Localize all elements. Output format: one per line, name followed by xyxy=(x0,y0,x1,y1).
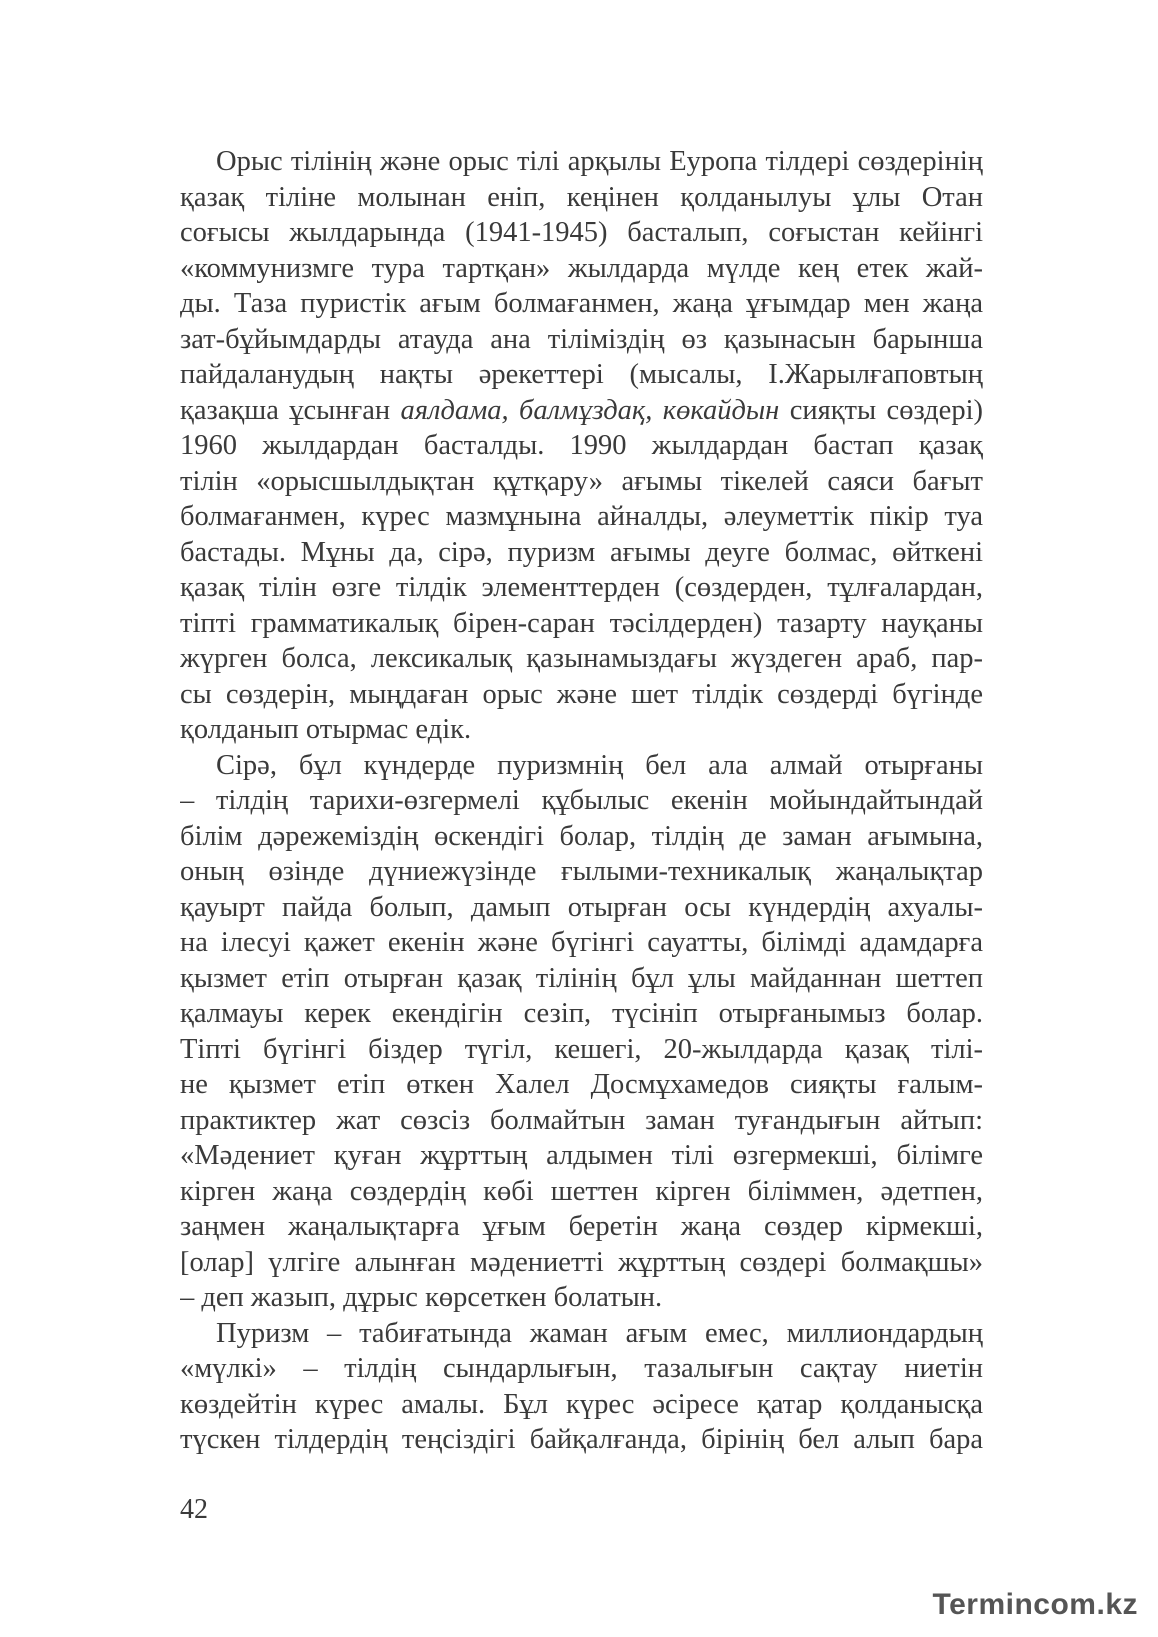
paragraph xyxy=(180,1316,983,1458)
paragraph xyxy=(180,144,983,748)
text-line: қазақ тіліне молынан еніп, кеңінен қолданылуы ұлы Отан xyxy=(180,181,983,213)
text-line: қалмауы керек екендігін сезіп, түсініп отырғанымыз болар. xyxy=(180,998,983,1029)
text-line: 1960 жылдардан басталды. 1990 жылдардан бастап қазақ xyxy=(180,430,983,461)
text-line: практиктер жат сөзсіз болмайтын заман туғандығын айтып: xyxy=(180,1104,983,1136)
text-line: ды. Таза пуристік ағым болмағанмен, жаңа ұғымдар мен жаңа xyxy=(180,288,983,319)
italic-term: аялдама, балмұздақ, көкайдын xyxy=(400,394,780,426)
text-line: қолданып отырмас едік. xyxy=(180,714,472,745)
text-line: тіпті грамматикалық бірен-саран тәсілдерден) тазарту науқаны xyxy=(180,607,983,639)
text-line: кірген жаңа сөздердің көбі шеттен кірген біліммен, әдетпен, xyxy=(180,1175,983,1207)
text-line: қазақ тілін өзге тілдік элементтерден (сөздерден, тұлғалардан, xyxy=(180,572,983,603)
text-line xyxy=(180,393,983,429)
text-line: – деп жазып, дұрыс көрсеткен болатын. xyxy=(180,1282,663,1313)
text-line: зат-бұйымдарды атауда ана тіліміздің өз қазынасын барынша xyxy=(180,323,983,355)
text-line: қызмет етіп отырған қазақ тілінің бұл ұлы майданнан шеттеп xyxy=(180,962,983,994)
text-line: қауырт пайда болып, дамып отырған осы күндердің ахуалы- xyxy=(180,891,983,923)
text-line: Пуризм – табиғатында жаман ағым емес, миллиондардың xyxy=(216,1317,983,1349)
text-line: – тілдің тарихи-өзгермелі құбылыс екенін мойындайтындай xyxy=(180,785,983,816)
text-run: қазақша ұсынған xyxy=(180,394,401,426)
text-line: көздейтін күрес амалы. Бұл күрес әсіресе қатар қолданысқа xyxy=(180,1388,983,1420)
text-line: білім дәрежеміздің өскендігі болар, тілдің де заман ағымына, xyxy=(180,820,983,852)
text-line: Сірә, бұл күндерде пуризмнің бел ала алмай отырғаны xyxy=(216,749,983,781)
paragraph xyxy=(180,748,983,1316)
text-line: [олар] үлгіге алынған мәдениетті жұрттың сөздері болмақшы» xyxy=(180,1246,983,1278)
text-line: пайдаланудың нақты әрекеттері (мысалы, І.Жарылғаповтың xyxy=(180,359,983,390)
text-line: соғысы жылдарында (1941-1945) басталып, соғыстан кейінгі xyxy=(180,217,983,248)
text-line: түскен тілдердің теңсіздігі байқалғанда, бірінің бел алып бара xyxy=(180,1424,983,1455)
text-line: тілін «орысшылдықтан құтқару» ағымы тікелей саяси бағыт xyxy=(180,465,983,497)
text-line: бастады. Мұны да, сірә, пуризм ағымы деуге болмас, өйткені xyxy=(180,536,983,568)
text-line: не қызмет етіп өткен Халел Досмұхамедов сияқты ғалым- xyxy=(180,1069,983,1100)
text-line: оның өзінде дүниежүзінде ғылыми-техникалық жаңалықтар xyxy=(180,856,983,887)
text-line: «Мәдениет қуған жұрттың алдымен тілі өзгермекші, білімге xyxy=(180,1140,983,1171)
text-line: сы сөздерін, мыңдаған орыс және шет тілдік сөздерді бүгінде xyxy=(180,678,983,710)
text-line: Тіпті бүгінгі біздер түгіл, кешегі, 20-жылдарда қазақ тілі- xyxy=(180,1033,983,1065)
page-number: 42 xyxy=(180,1494,208,1525)
watermark-logo: Termincom.kz xyxy=(932,1588,1138,1621)
text-line: болмағанмен, күрес мазмұнына айналды, әлеуметтік пікір туа xyxy=(180,501,983,532)
text-line: жүрген болса, лексикалық қазынамыздағы жүздеген араб, пар- xyxy=(180,643,983,674)
text-line: на ілесуі қажет екенін және бүгінгі сауатты, білімді адамдарға xyxy=(180,927,983,958)
text-line: заңмен жаңалықтарға ұғым беретін жаңа сөздер кірмекші, xyxy=(180,1211,983,1242)
body-text xyxy=(180,144,983,1458)
text-line: «коммунизмге тура тартқан» жылдарда мүлде кең етек жай- xyxy=(180,252,983,284)
text-line: «мүлкі» – тілдің сындарлығын, тазалығын сақтау ниетін xyxy=(180,1353,983,1384)
text-run: сияқты сөздері) xyxy=(779,394,983,426)
text-line: Орыс тілінің және орыс тілі арқылы Еуропа тілдері сөздерінің xyxy=(216,146,983,177)
